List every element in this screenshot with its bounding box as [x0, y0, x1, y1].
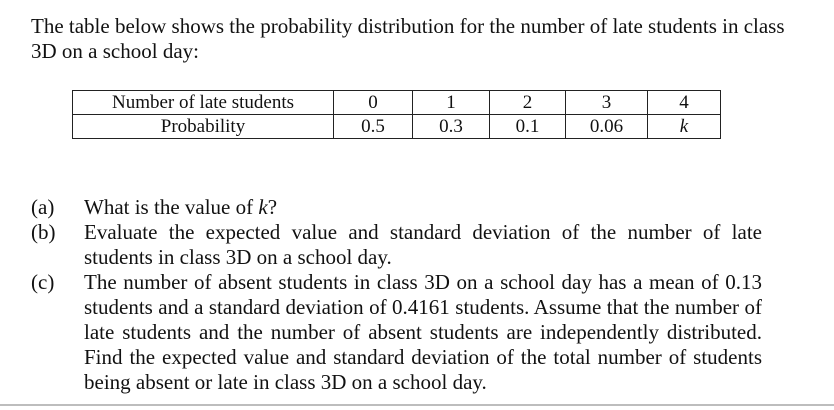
- question-text: [84, 195, 762, 220]
- bottom-divider: [0, 404, 834, 406]
- question-text: The number of absent students in class 3D on a school day has a mean of 0.13 students and a standard deviation of 0.4161 students. Assume that the number of late students and the number of absent students are independently distributed. Find the expected value and standard deviation of the total number of students being absent or late in class 3D on a school day.: [84, 270, 762, 394]
- probability-cell: 0.5: [334, 115, 413, 139]
- value-cell: 1: [413, 91, 490, 115]
- question-label: (b): [31, 220, 56, 244]
- probability-cell: 0.06: [566, 115, 648, 139]
- table-row: [73, 115, 721, 139]
- question-text-end: ?: [267, 195, 278, 219]
- probability-cell: 0.1: [490, 115, 566, 139]
- value-cell: 2: [490, 91, 566, 115]
- value-cell: 3: [566, 91, 648, 115]
- probability-cell: 0.3: [413, 115, 490, 139]
- intro-text: The table below shows the probability distribution for the number of late students in class 3D on a school day:: [31, 14, 785, 63]
- question-text: Evaluate the expected value and standard deviation of the number of late students in class 3D on a school day.: [84, 220, 762, 269]
- probability-cell-k: k: [648, 115, 721, 139]
- table-row: [73, 91, 721, 115]
- question-text-start: What is the value of: [84, 195, 259, 219]
- value-cell: 0: [334, 91, 413, 115]
- question-label: (c): [31, 270, 55, 294]
- row-header-probability: Probability: [73, 115, 334, 139]
- variable-k: k: [258, 195, 268, 219]
- value-cell: 4: [648, 91, 721, 115]
- question-label: (a): [31, 195, 55, 219]
- row-header-late-students: Number of late students: [73, 91, 334, 115]
- probability-distribution-table: [72, 90, 721, 139]
